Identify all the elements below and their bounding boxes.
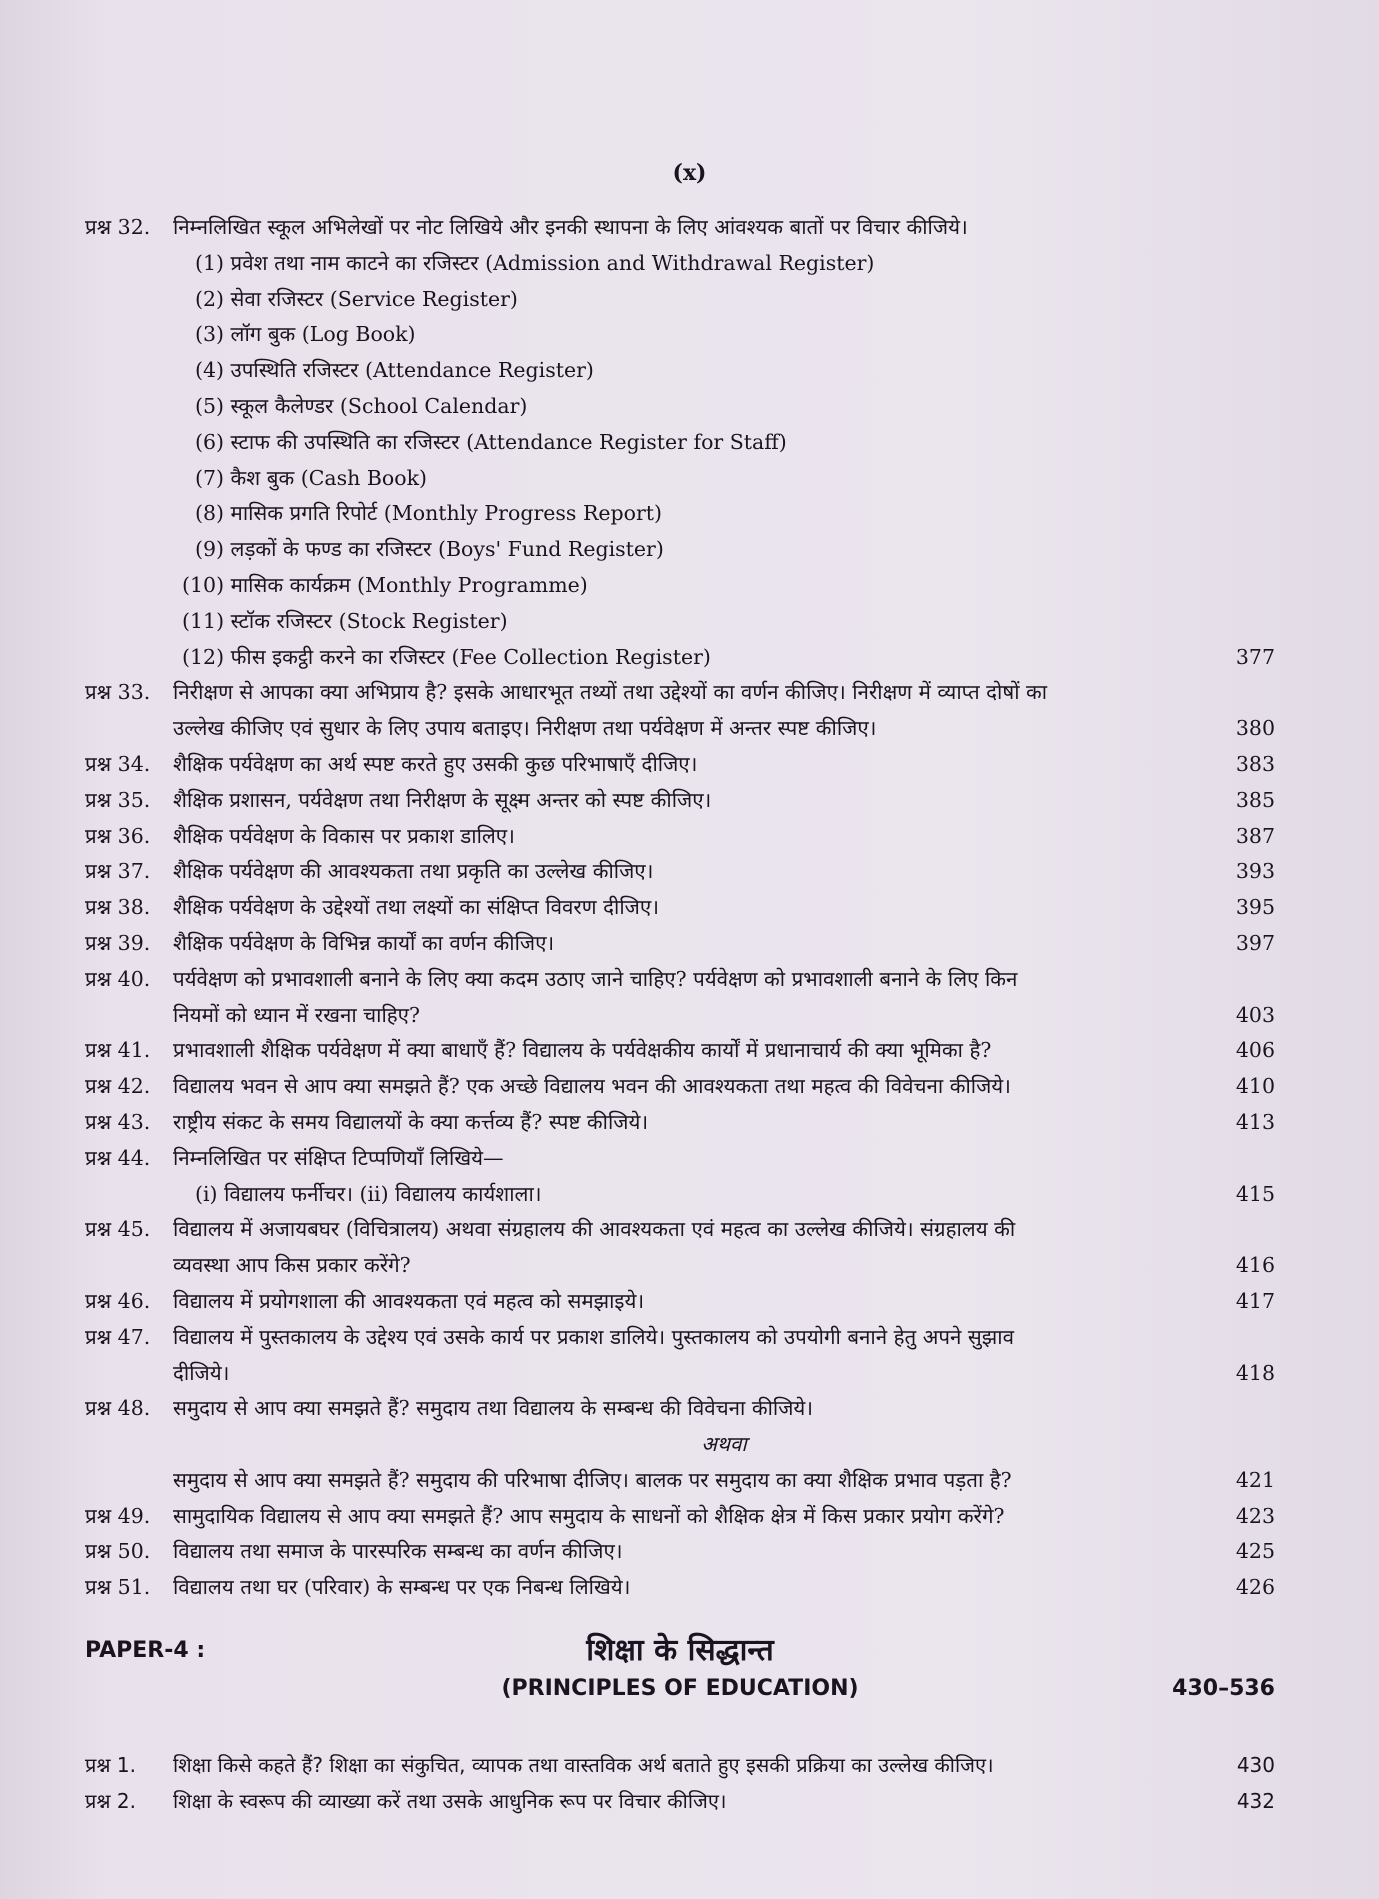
question-40 [85,962,1275,998]
question-48 [85,1391,1275,1427]
question-32 [85,210,1275,246]
paper-4-heading [85,1628,1275,1718]
question-text: दीजिये। [173,1360,230,1385]
question-50 [85,1534,1275,1570]
question-49 [85,1499,1275,1535]
question-label: प्रश्न 43. [85,1109,151,1134]
question-label: प्रश्न 37. [85,859,151,884]
list-item: (11) स्टॉक रजिस्टर (Stock Register) [182,608,508,633]
question-text: (i) विद्यालय फर्नीचर। (ii) विद्यालय कार्यशाला। [195,1181,542,1206]
question-label: प्रश्न 32. [85,215,151,239]
question-47-cont [85,1356,1275,1392]
paper-4-questions [85,1748,1275,1820]
paper-4-question-2 [85,1784,1275,1820]
list-item: (10) मासिक कार्यक्रम (Monthly Programme) [182,572,588,597]
page-ref: 415 [1235,1181,1275,1206]
question-text: विद्यालय भवन से आप क्या समझते हैं? एक अच्छे विद्यालय भवन की आवश्यकता तथा महत्व की विवेचना कीजिये। [173,1074,1011,1099]
question-text: शैक्षिक प्रशासन, पर्यवेक्षण तथा निरीक्षण के सूक्ष्म अन्तर को स्पष्ट कीजिए। [173,787,712,812]
page-ref: 416 [1235,1253,1275,1278]
question-text: प्रभावशाली शैक्षिक पर्यवेक्षण में क्या बाधाएँ हैं? विद्यालय के पर्यवेक्षकीय कार्यों में प्रधानाचार्य की क्या भूमिका है? [173,1038,992,1063]
list-item: (2) सेवा रजिस्टर (Service Register) [195,286,518,311]
question-label: प्रश्न 2. [85,1788,136,1813]
page-ref: 417 [1235,1288,1275,1313]
list-item: (6) स्टाफ की उपस्थिति का रजिस्टर (Attendance Register for Staff) [195,429,787,454]
contents-list [85,210,1275,1606]
question-label: प्रश्न 40. [85,966,151,991]
question-43 [85,1105,1275,1141]
page-ref: 413 [1235,1109,1275,1134]
page-ref: 385 [1235,787,1275,812]
question-48-alt [85,1463,1275,1499]
question-label: प्रश्न 1. [85,1753,136,1777]
question-text: शिक्षा किसे कहते हैं? शिक्षा का संकुचित, व्यापक तथा वास्तविक अर्थ बताते हुए इसकी प्रक्रिया का उल्लेख कीजिए। [173,1753,994,1777]
question-38 [85,890,1275,926]
page-ref: 425 [1235,1539,1275,1564]
page-ref: 423 [1235,1503,1275,1528]
list-item-text: (12) फीस इकट्ठी करने का रजिस्टर (Fee Collection Register) [182,644,711,669]
page-ref: 430 [1236,1753,1275,1777]
or-separator: अथवा [701,1432,747,1457]
question-35 [85,783,1275,819]
question-label: प्रश्न 49. [85,1503,151,1528]
question-37 [85,854,1275,890]
question-44 [85,1141,1275,1177]
question-text: समुदाय से आप क्या समझते हैं? समुदाय तथा विद्यालय के सम्बन्ध की विवेचना कीजिये। [173,1396,814,1421]
page-ref: 377 [1235,644,1275,669]
question-label: प्रश्न 46. [85,1288,151,1313]
question-text: नियमों को ध्यान में रखना चाहिए? [173,1002,421,1027]
question-40-cont [85,998,1275,1034]
question-42 [85,1069,1275,1105]
list-item: (4) उपस्थिति रजिस्टर (Attendance Register) [195,358,594,383]
paper-title-hindi: शिक्षा के सिद्धान्त [586,1633,774,1668]
question-text: निम्नलिखित स्कूल अभिलेखों पर नोट लिखिये और इनकी स्थापना के लिए आंवश्यक बातों पर विचार कीजिये। [173,215,968,239]
page-ref: 383 [1235,751,1275,776]
question-label: प्रश्न 42. [85,1074,151,1099]
question-text: शैक्षिक पर्यवेक्षण के विभिन्न कार्यों का वर्णन कीजिए। [173,930,555,955]
paper-4-question-1 [85,1748,1275,1784]
page-ref: 403 [1235,1002,1275,1027]
question-text: शैक्षिक पर्यवेक्षण की आवश्यकता तथा प्रकृति का उल्लेख कीजिए। [173,859,654,884]
question-text: पर्यवेक्षण को प्रभावशाली बनाने के लिए क्या कदम उठाए जाने चाहिए? पर्यवेक्षण को प्रभावशाली बनाने के लिए किन [173,966,1018,991]
question-45 [85,1212,1275,1248]
question-text: शैक्षिक पर्यवेक्षण के उद्देश्यों तथा लक्ष्यों का संक्षिप्त विवरण दीजिए। [173,895,659,920]
question-47 [85,1320,1275,1356]
question-46 [85,1284,1275,1320]
question-label: प्रश्न 36. [85,823,151,848]
question-text: विद्यालय में प्रयोगशाला की आवश्यकता एवं महत्व को समझाइये। [173,1288,645,1313]
question-44-sub [85,1177,1275,1213]
page-ref: 397 [1235,930,1275,955]
page-ref: 406 [1235,1038,1275,1063]
list-item [85,640,1275,676]
question-label: प्रश्न 50. [85,1539,151,1564]
question-text: निरीक्षण से आपका क्या अभिप्राय है? इसके आधारभूत तथ्यों तथा उद्देश्यों का वर्णन कीजिए। निरीक्षण में व्याप्त दोषों का [173,680,1048,705]
question-label: प्रश्न 33. [85,680,151,705]
question-text: विद्यालय में पुस्तकालय के उद्देश्य एवं उसके कार्य पर प्रकाश डालिये। पुस्तकालय को उपयोगी बनाने हेतु अपने सुझाव [173,1324,1014,1349]
question-text: शैक्षिक पर्यवेक्षण के विकास पर प्रकाश डालिए। [173,823,515,848]
page-ref: 410 [1235,1074,1275,1099]
question-45-cont [85,1248,1275,1284]
question-text: शिक्षा के स्वरूप की व्याख्या करें तथा उसके आधुनिक रूप पर विचार कीजिए। [173,1788,727,1813]
list-item: (9) लड़कों के फण्ड का रजिस्टर (Boys' Fund Register) [195,537,664,562]
question-text: शैक्षिक पर्यवेक्षण का अर्थ स्पष्ट करते हुए उसकी कुछ परिभाषाएँ दीजिए। [173,751,698,776]
list-item: (1) प्रवेश तथा नाम काटने का रजिस्टर (Admission and Withdrawal Register) [195,250,875,275]
question-label: प्रश्न 38. [85,895,151,920]
page-ref: 418 [1235,1360,1275,1385]
page-ref: 380 [1235,716,1275,741]
question-51 [85,1570,1275,1606]
question-text: विद्यालय तथा घर (परिवार) के सम्बन्ध पर एक निबन्ध लिखिये। [173,1575,631,1600]
question-label: प्रश्न 51. [85,1575,151,1600]
question-text: समुदाय से आप क्या समझते हैं? समुदाय की परिभाषा दीजिए। बालक पर समुदाय का क्या शैक्षिक प्रभाव पड़ता है? [173,1467,1012,1492]
list-item: (7) कैश बुक (Cash Book) [195,465,428,490]
list-item: (8) मासिक प्रगति रिपोर्ट (Monthly Progress Report) [195,501,663,526]
question-label: प्रश्न 47. [85,1324,151,1349]
page-ref: 393 [1235,859,1275,884]
question-text: उल्लेख कीजिए एवं सुधार के लिए उपाय बताइए। निरीक्षण तथा पर्यवेक्षण में अन्तर स्पष्ट कीजिए। [173,716,877,741]
page-ref: 432 [1236,1788,1275,1813]
page-ref: 426 [1235,1575,1275,1600]
question-label: प्रश्न 45. [85,1217,151,1242]
question-33-cont [85,711,1275,747]
question-text: विद्यालय तथा समाज के पारस्परिक सम्बन्ध का वर्णन कीजिए। [173,1539,623,1564]
page-number: (x) [672,160,707,186]
question-text: सामुदायिक विद्यालय से आप क्या समझते हैं? आप समुदाय के साधनों को शैक्षिक क्षेत्र में किस प्रकार प्रयोग करेंगे? [173,1503,1005,1528]
question-text: विद्यालय में अजायबघर (विचित्रालय) अथवा संग्रहालय की आवश्यकता एवं महत्व का उल्लेख कीजिये। संग्रहालय की [173,1217,1016,1242]
question-39 [85,926,1275,962]
question-41 [85,1033,1275,1069]
paper-title-english: (PRINCIPLES OF EDUCATION) [501,1676,859,1701]
question-33 [85,675,1275,711]
page-ref: 421 [1235,1467,1275,1492]
question-label: प्रश्न 44. [85,1145,151,1170]
question-label: प्रश्न 39. [85,930,151,955]
question-text: राष्ट्रीय संकट के समय विद्यालयों के क्या कर्त्तव्य हैं? स्पष्ट कीजिये। [173,1109,649,1134]
question-36 [85,819,1275,855]
question-label: प्रश्न 48. [85,1396,151,1421]
list-item: (5) स्कूल कैलेण्डर (School Calendar) [195,393,528,418]
question-label: प्रश्न 41. [85,1038,151,1063]
question-text: व्यवस्था आप किस प्रकार करेंगे? [173,1253,411,1278]
list-item: (3) लॉग बुक (Log Book) [195,322,416,347]
page-ref: 387 [1235,823,1275,848]
paper-page-range: 430–536 [1172,1676,1275,1701]
page-ref: 395 [1235,895,1275,920]
question-label: प्रश्न 35. [85,787,151,812]
question-text: निम्नलिखित पर संक्षिप्त टिप्पणियाँ लिखिये— [173,1145,504,1170]
question-34 [85,747,1275,783]
question-label: प्रश्न 34. [85,751,151,776]
paper-label: PAPER-4 : [85,1638,206,1663]
